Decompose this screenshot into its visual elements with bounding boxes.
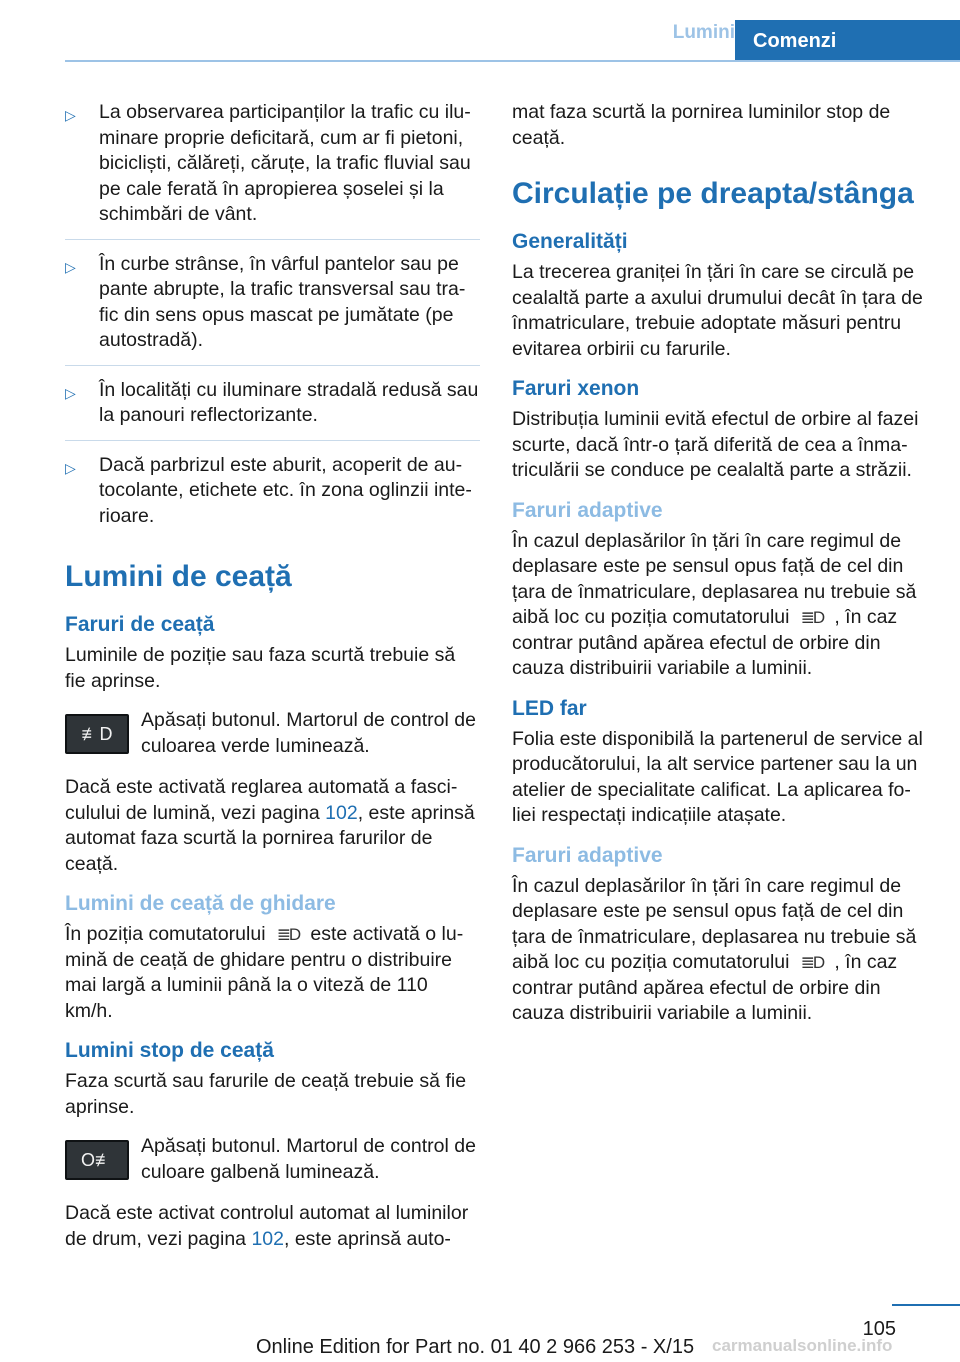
front-fog-button-icon: ≢D (65, 714, 129, 754)
watermark: carmanualsonline.info (712, 1336, 893, 1355)
auto-light-switch-icon: ≣D (276, 925, 300, 944)
page-link[interactable]: 102 (251, 1227, 284, 1250)
rear-fog-button-icon: O≢ (65, 1140, 129, 1180)
right-column (512, 100, 927, 1041)
auto-light-switch-icon: ≣D (800, 608, 824, 627)
front-fog-auto-text: Dacă este activată reglarea automată a fasci-culului de lumină, vezi pagina 102, este aprinsă automat faza scurtă la pornirea farurilor de ceață. (65, 776, 475, 875)
rear-fog-auto-text: Dacă este activat controlul automat al luminilor de drum, vezi pagina 102, este aprinsă auto- (65, 1202, 469, 1250)
general-text: La trecerea graniței în țări în care se circulă pe cealaltă parte a axului drumului decât în țara de înmatriculare, trebuie adoptate măsuri pentru evitarea orbirii cu farurile. (512, 261, 923, 360)
general-heading: Generalități (512, 230, 628, 253)
list-item: ▷ În curbe strânse, în vârful pantelor sau pe pante abrupte, la trafic transversal sau tra-fic din sens opus mascat pe jumătate (pe autostradă). (65, 252, 480, 366)
traffic-side-heading: Circulație pe dreapta/stânga (512, 177, 914, 210)
left-column (65, 100, 480, 1266)
list-item: ▷ Dacă parbrizul este aburit, acoperit de au-tocolante, etichete etc. în zona oglinzii inte-rioare. (65, 453, 472, 527)
front-fog-button-text: Apăsați butonul. Martorul de control de culoarea verde luminează. (141, 709, 476, 757)
adaptive-heading-1: Faruri adaptive (512, 498, 663, 522)
triangle-bullet-icon: ▷ (65, 258, 76, 275)
xenon-text: Distribuția luminii evită efectul de orbire al fazei scurte, dacă într-o țară diferită de cea a înma-triculării se conduce pe cealaltă parte a străzii. (512, 408, 919, 481)
rear-fog-text: Faza scurtă sau farurile de ceață trebuie să fie aprinse. (65, 1070, 467, 1118)
bullet-list (65, 100, 480, 540)
adaptive-heading-2: Faruri adaptive (512, 843, 663, 867)
triangle-bullet-icon: ▷ (65, 384, 76, 401)
front-fog-button-row (65, 708, 480, 759)
page-header (0, 0, 960, 62)
adaptive-text-1: În cazul deplasărilor în țări în care regimul de deplasare este pe sensul opus față de cel din țara de înmatriculare, deplasarea nu trebuie să aibă loc cu poziția comutatorului ≣D , în caz contrar putând apărea efectul de orbire din cauza distribuirii variabile a luminii. (512, 529, 917, 679)
front-fog-text: Luminile de poziție sau faza scurtă trebuie să fie aprinse. (65, 644, 456, 692)
adaptive-text-2: În cazul deplasărilor în țări în care regimul de deplasare este pe sensul opus față de cel din țara de înmatriculare, deplasarea nu trebuie să aibă loc cu poziția comutatorului ≣D , în caz contrar putând apărea efectul de orbire din cauza distribuirii variabile a luminii. (512, 874, 917, 1024)
rear-fog-button-row (65, 1134, 480, 1185)
section-tab: Lumini (672, 22, 735, 43)
rear-fog-button-text: Apăsați butonul. Martorul de control de culoare galbenă luminează. (141, 1135, 476, 1183)
xenon-heading: Faruri xenon (512, 377, 640, 400)
led-text: Folia este disponibilă la partenerul de service al producătorului, la alt service partener sau la un atelier de specialitate calificat. La aplicarea fo-liei respectați indicațiile atașate. (512, 727, 923, 826)
triangle-bullet-icon: ▷ (65, 459, 76, 476)
chapter-tab: Comenzi (735, 20, 960, 62)
edition-text: Online Edition for Part no. 01 40 2 966 253 - X/15 (256, 1336, 695, 1358)
auto-light-switch-icon: ≣D (800, 953, 824, 972)
header-rule (65, 60, 960, 62)
triangle-bullet-icon: ▷ (65, 107, 76, 123)
page-link[interactable]: 102 (325, 801, 358, 824)
front-fog-heading: Faruri de ceață (65, 613, 215, 636)
fog-lights-heading: Lumini de ceață (65, 560, 292, 593)
list-item: ▷ În localități cu iluminare stradală redusă sau la panouri reflectorizante. (65, 378, 480, 441)
continued-text: mat faza scurtă la pornirea luminilor stop de ceață. (512, 101, 891, 149)
guide-fog-heading: Lumini de ceață de ghidare (65, 892, 336, 915)
rear-fog-heading: Lumini stop de ceață (65, 1039, 274, 1062)
led-heading: LED far (512, 696, 587, 720)
list-item: ▷ La observarea participanților la trafic cu ilu-minare proprie deficitară, cum ar fi pietoni, bicicliști, călăreți, căruțe, la trafic fluvial sau pe cale ferată în apropierea șoselei și la schimbări de vânt. (65, 100, 480, 240)
page-number: 105 (862, 1318, 896, 1340)
footer-rule (892, 1304, 960, 1306)
guide-fog-text: În poziția comutatorului ≣D este activată o lu-mină de ceață de ghidare pentru o distribuire mai largă a luminii până la o viteză de 110 km/h. (65, 923, 464, 1022)
